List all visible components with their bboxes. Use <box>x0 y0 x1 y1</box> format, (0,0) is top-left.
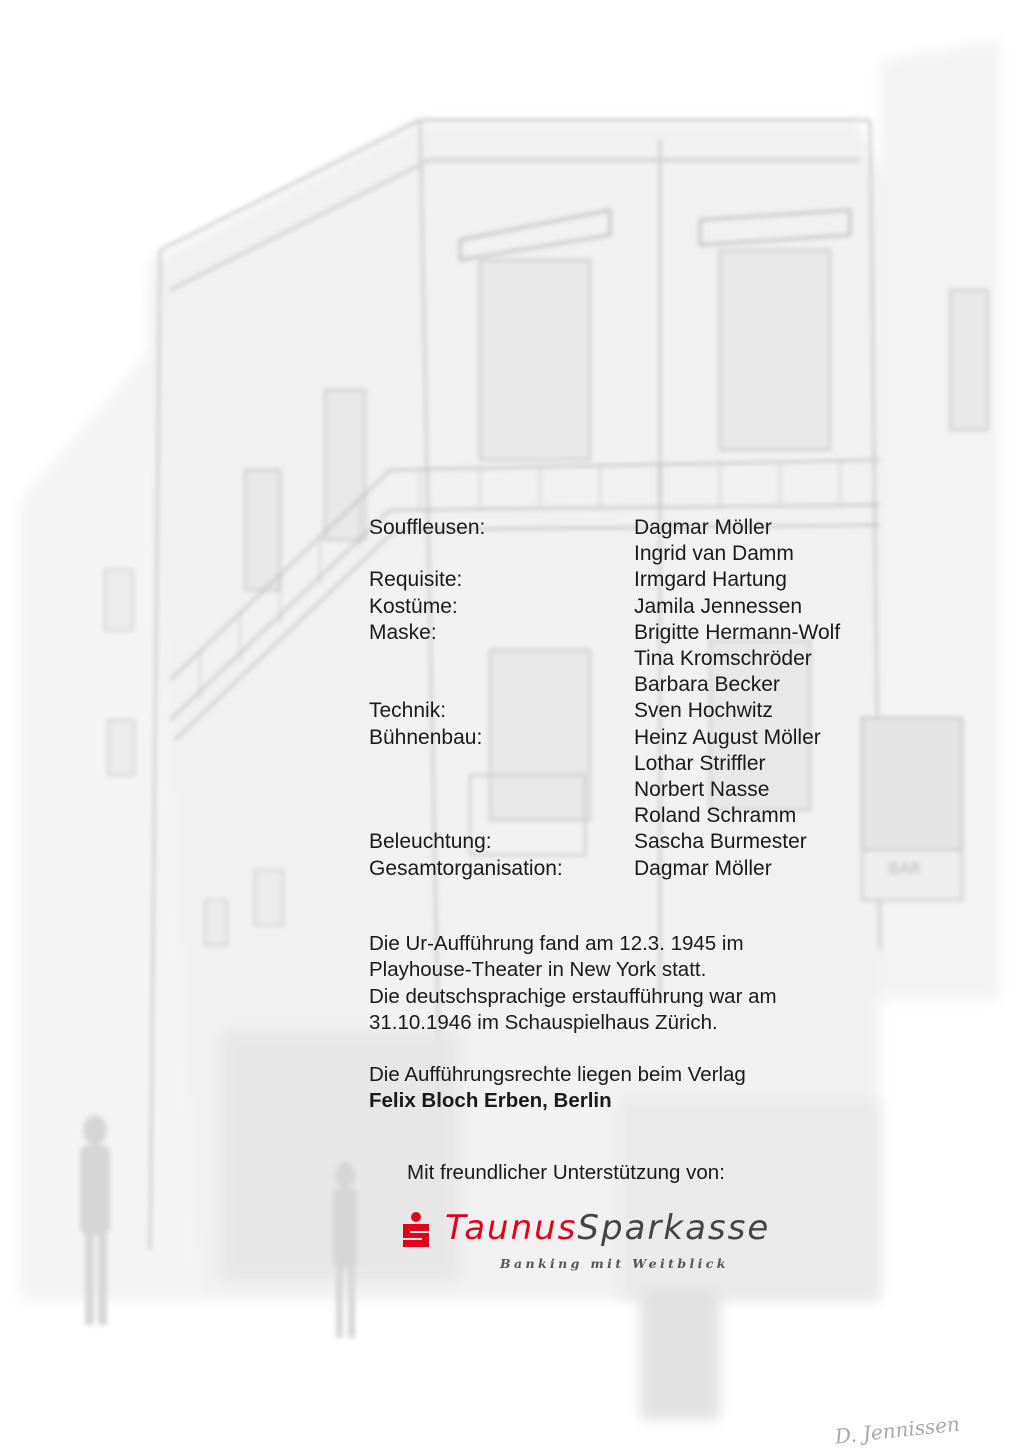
credit-name: Heinz August Möller <box>634 725 821 749</box>
credit-role: Gesamtorganisation: <box>369 856 563 880</box>
sponsor-slogan: Banking mit Weitblick <box>500 1256 729 1271</box>
credit-name: Dagmar Möller <box>634 856 772 880</box>
credit-names <box>634 698 773 724</box>
credit-name: Ingrid van Damm <box>634 542 794 566</box>
credit-row-souffleusen <box>369 515 929 567</box>
credit-row-beleuchtung <box>369 829 929 855</box>
credit-role: Requisite: <box>369 568 463 592</box>
premiere-note-line: Playhouse-Theater in New York statt. <box>369 958 707 982</box>
sponsor-logo <box>400 1206 790 1276</box>
credit-role: Bühnenbau: <box>369 725 483 749</box>
credit-names <box>634 594 802 620</box>
credit-names <box>634 829 807 855</box>
credit-name: Irmgard Hartung <box>634 568 787 592</box>
credit-names <box>634 515 794 567</box>
rights-text: Die Aufführungsrechte liegen beim Verlag <box>369 1063 746 1086</box>
credit-role: Souffleusen: <box>369 516 486 539</box>
credit-name: Brigitte Hermann-Wolf <box>634 620 841 644</box>
credit-names <box>634 725 821 830</box>
credit-name: Roland Schramm <box>634 804 797 828</box>
credits-list <box>369 515 929 882</box>
credit-names <box>634 620 840 699</box>
credit-name: Sven Hochwitz <box>634 699 773 723</box>
premiere-notes <box>369 931 889 1036</box>
sponsor-wordmark <box>445 1208 770 1248</box>
publisher-name: Felix Bloch Erben, Berlin <box>369 1089 612 1113</box>
premiere-note-line: Die deutschsprachige erstaufführung war am <box>369 984 777 1008</box>
credit-name: Lothar Striffler <box>634 751 766 775</box>
credit-row-gesamtorganisation <box>369 856 929 882</box>
credit-names <box>634 856 772 882</box>
credit-name: Jamila Jennessen <box>634 594 803 618</box>
sponsor-name-part1: Taunus <box>445 1208 578 1248</box>
credit-names <box>634 567 787 593</box>
premiere-note-line: 31.10.1946 im Schauspielhaus Zürich. <box>369 1010 718 1034</box>
credit-name: Tina Kromschröder <box>634 647 812 671</box>
support-text: Mit freundlicher Unterstützung von: <box>407 1161 725 1184</box>
sponsor-name-part2: Sparkasse <box>577 1208 771 1248</box>
credit-role: Maske: <box>369 620 437 644</box>
credit-row-requisite <box>369 567 929 593</box>
sparkasse-logo-icon <box>400 1212 432 1248</box>
svg-text:D. Jennissen: D. Jennissen <box>833 1411 961 1449</box>
credit-role: Beleuchtung: <box>369 830 492 854</box>
credit-name: Barbara Becker <box>634 673 780 697</box>
svg-text:BAR: BAR <box>888 859 922 878</box>
credit-role: Technik: <box>369 699 447 723</box>
credit-name: Norbert Nasse <box>634 778 770 802</box>
premiere-note-line: Die Ur-Aufführung fand am 12.3. 1945 im <box>369 932 744 955</box>
credit-row-kostueme <box>369 594 929 620</box>
rights-notice <box>369 1062 889 1115</box>
credit-role: Kostüme: <box>369 594 458 618</box>
credit-name: Sascha Burmester <box>634 830 807 854</box>
credit-row-buehnenbau <box>369 725 929 830</box>
credit-row-technik <box>369 698 929 724</box>
credit-name: Dagmar Möller <box>634 516 772 539</box>
credit-row-maske <box>369 620 929 699</box>
